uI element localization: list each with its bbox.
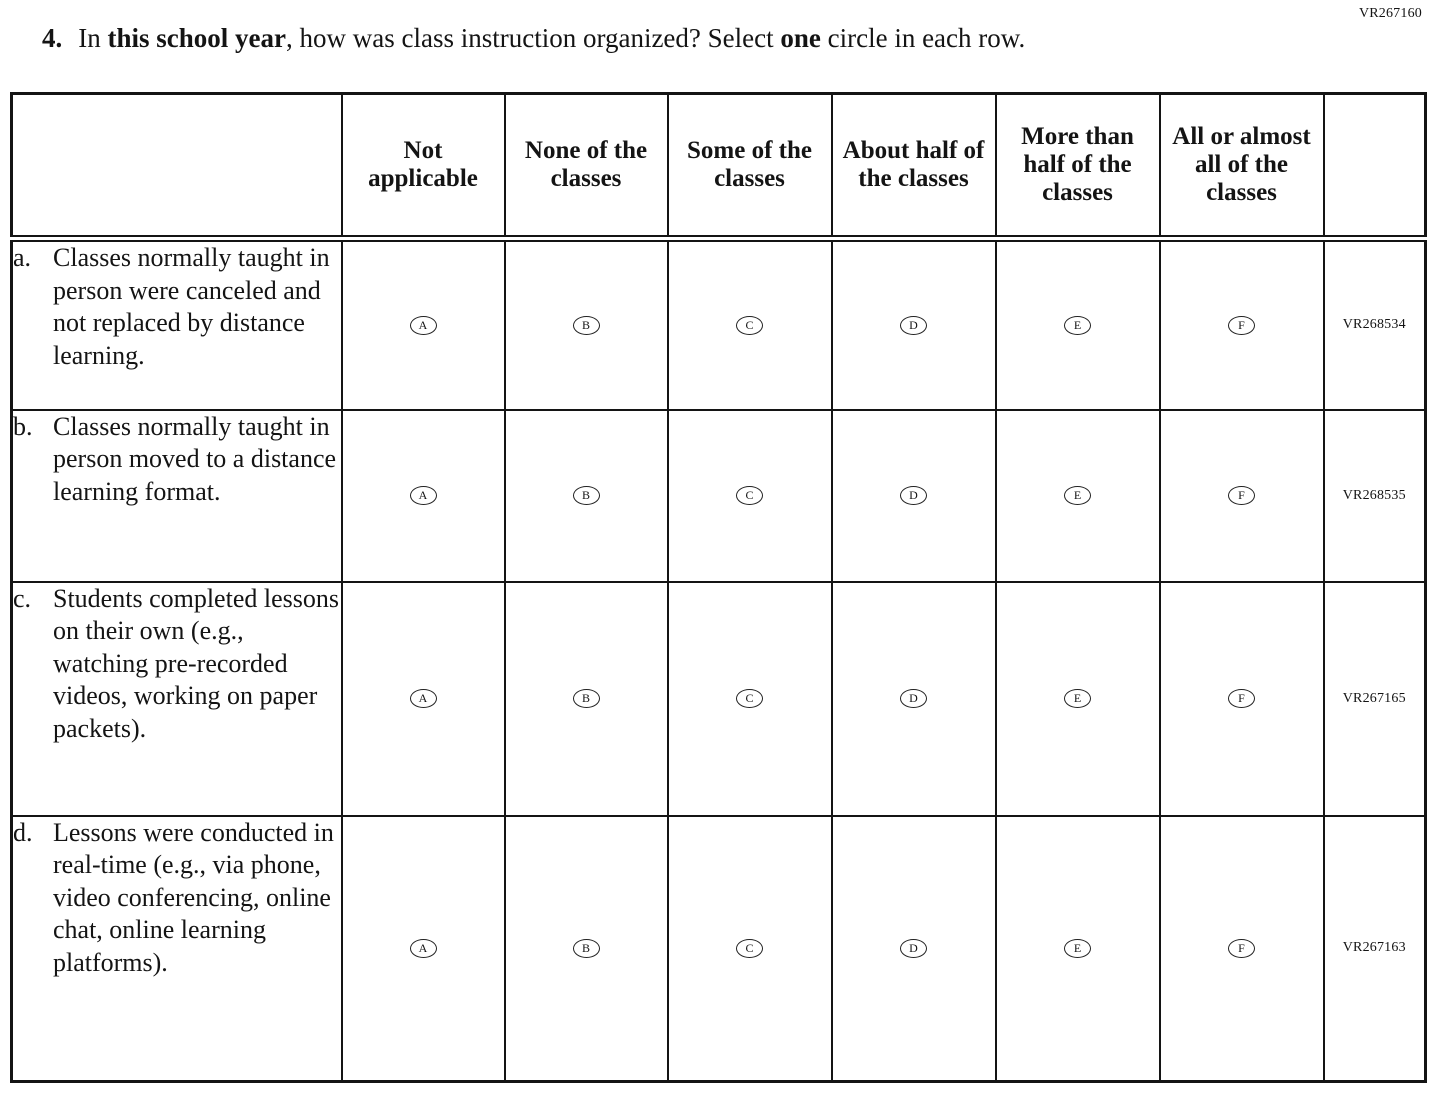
row-d-cell-all [1160,816,1324,1082]
header-some-of-classes: Some of the classes [668,94,832,239]
row-d-cell-not-applicable [342,816,505,1082]
row-a-code: VR268534 [1324,239,1426,410]
row-a-cell-some [668,239,832,410]
row-b-cell-some [668,410,832,582]
row-d-cell-none [505,816,668,1082]
row-d-bubble-e[interactable]: E [1064,939,1091,958]
row-b-label-cell [12,410,342,582]
header-empty-label [12,94,342,239]
row-a-cell-none [505,239,668,410]
row-d-bubble-f[interactable]: F [1228,939,1255,958]
row-b-bubble-d[interactable]: D [900,486,927,505]
row-a-cell-more-than-half [996,239,1160,410]
row-b-letter: b. [13,411,33,441]
row-b-cell-more-than-half [996,410,1160,582]
row-a-bubble-b[interactable]: B [573,316,600,335]
row-b-cell-none [505,410,668,582]
table-row-b [12,410,1426,582]
header-none-of-classes: None of the classes [505,94,668,239]
row-a-label-cell [12,239,342,410]
row-c-bubble-e[interactable]: E [1064,689,1091,708]
row-a-bubble-c[interactable]: C [736,316,763,335]
question-text [42,22,1374,54]
row-c-bubble-c[interactable]: C [736,689,763,708]
row-b-label: Classes normally taught in person moved to a distance learning format. [53,411,337,506]
row-a-letter: a. [13,243,32,272]
row-c-cell-all [1160,582,1324,816]
row-a-label: Classes normally taught in person were canceled and not replaced by distance learning. [53,243,330,370]
row-c-label: Students completed lessons on their own (e.g., watching pre-recorded videos, working on paper packets). [53,583,339,743]
row-d-label-cell [12,816,342,1082]
row-b-cell-all [1160,410,1324,582]
row-b-cell-about-half [832,410,996,582]
row-a-bubble-a[interactable]: A [410,316,437,335]
row-b-bubble-e[interactable]: E [1064,486,1091,505]
row-a-bubble-f[interactable]: F [1228,316,1255,335]
row-c-cell-not-applicable [342,582,505,816]
response-grid [10,92,1427,1083]
row-a-bubble-d[interactable]: D [900,316,927,335]
row-c-bubble-f[interactable]: F [1228,689,1255,708]
row-b-bubble-c[interactable]: C [736,486,763,505]
question-part-2: , how was class instruction organized? Select [286,23,781,53]
row-a-cell-not-applicable [342,239,505,410]
row-b-cell-not-applicable [342,410,505,582]
row-b-code: VR268535 [1324,410,1426,582]
header-more-than-half: More than half of the classes [996,94,1160,239]
row-a-cell-all [1160,239,1324,410]
header-about-half: About half of the classes [832,94,996,239]
row-c-bubble-d[interactable]: D [900,689,927,708]
row-d-bubble-d[interactable]: D [900,939,927,958]
row-a-cell-about-half [832,239,996,410]
row-c-letter: c. [13,583,32,613]
row-b-bubble-a[interactable]: A [410,486,437,505]
question-bold-2: one [780,23,821,53]
row-c-cell-more-than-half [996,582,1160,816]
row-d-cell-some [668,816,832,1082]
row-c-code: VR267165 [1324,582,1426,816]
row-d-label: Lessons were conducted in real-time (e.g., via phone, video conferencing, online chat, online learning platforms). [53,817,334,977]
row-d-bubble-b[interactable]: B [573,939,600,958]
table-row-c [12,582,1426,816]
row-d-bubble-a[interactable]: A [410,939,437,958]
row-c-cell-some [668,582,832,816]
row-a-bubble-e[interactable]: E [1064,316,1091,335]
row-c-bubble-a[interactable]: A [410,689,437,708]
header-empty-code [1324,94,1426,239]
header-not-applicable: Not applicable [342,94,505,239]
row-d-cell-about-half [832,816,996,1082]
table-row-a [12,239,1426,410]
row-b-bubble-b[interactable]: B [573,486,600,505]
question-part-1: In [78,23,108,53]
table-row-d [12,816,1426,1082]
row-c-cell-about-half [832,582,996,816]
question-bold-1: this school year [107,23,286,53]
header-row [12,94,1426,239]
row-d-bubble-c[interactable]: C [736,939,763,958]
form-code-top-right: VR267160 [1358,6,1422,21]
row-d-code: VR267163 [1324,816,1426,1082]
row-c-label-cell [12,582,342,816]
question-part-3: circle in each row. [820,23,1026,53]
row-c-cell-none [505,582,668,816]
row-c-bubble-b[interactable]: B [573,689,600,708]
row-d-letter: d. [13,817,33,847]
row-d-cell-more-than-half [996,816,1160,1082]
question-number: 4. [42,23,63,53]
row-b-bubble-f[interactable]: F [1228,486,1255,505]
header-all-or-almost-all: All or almost all of the classes [1160,94,1324,239]
